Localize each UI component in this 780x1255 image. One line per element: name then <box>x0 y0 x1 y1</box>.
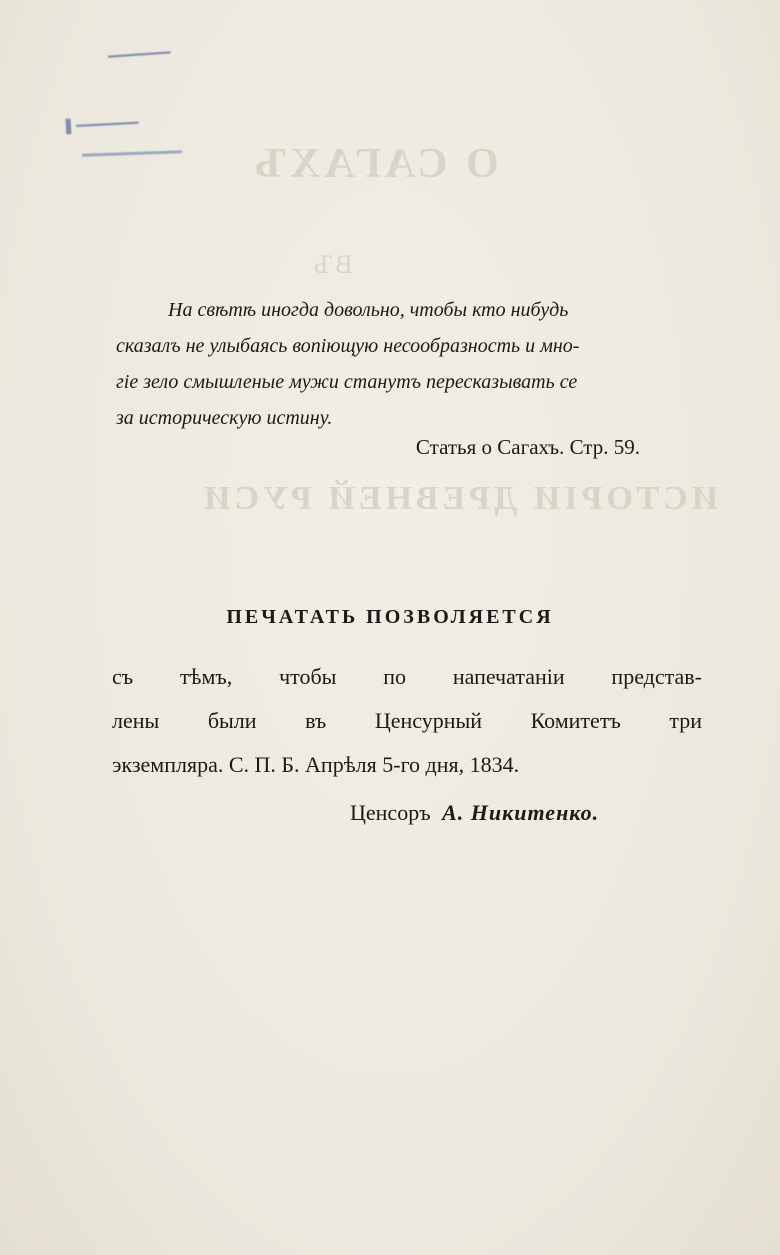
approval-heading: ПЕЧАТАТЬ ПОЗВОЛЯЕТСЯ <box>226 606 554 628</box>
stamp-underline <box>82 150 182 156</box>
bleed-through-subtitle: ВЪ <box>310 250 353 279</box>
epigraph-line: за историческую истину. <box>116 407 333 429</box>
censor-title: Ценсоръ <box>350 800 431 825</box>
library-stamp: ━━━━━━━━ <box>107 45 172 66</box>
approval-text <box>112 655 702 787</box>
epigraph-source: Статья о Сагахъ. Стр. 59. <box>415 435 640 459</box>
approval-line: экземпляра. С. П. Б. Апрѣля 5-го дня, 1834. <box>112 752 520 777</box>
censor-signature <box>350 800 599 826</box>
censor-name: А. Никитенко. <box>442 800 600 825</box>
epigraph-line: сказалъ не улыбаясь вопіющую несообразность и мно- <box>116 335 580 357</box>
approval-line: лены были въ Ценсурный Комитетъ три <box>112 708 702 733</box>
approval-line: съ тѣмъ, чтобы по напечатаніи представ- <box>112 664 702 689</box>
bleed-through-title: О САГАХЪ <box>250 141 499 187</box>
epigraph-line: На свѣтѣ иногда довольно, чтобы кто нибудь <box>168 299 569 321</box>
bleed-through-heading: ИСТОРІИ ДРЕВНЕЙ РУСИ <box>200 480 719 517</box>
library-stamp: ▌━━━━━━━━ <box>65 116 139 135</box>
epigraph-line: гіе зело смышленые мужи станутъ пересказывать се <box>116 371 578 393</box>
epigraph <box>116 292 698 436</box>
